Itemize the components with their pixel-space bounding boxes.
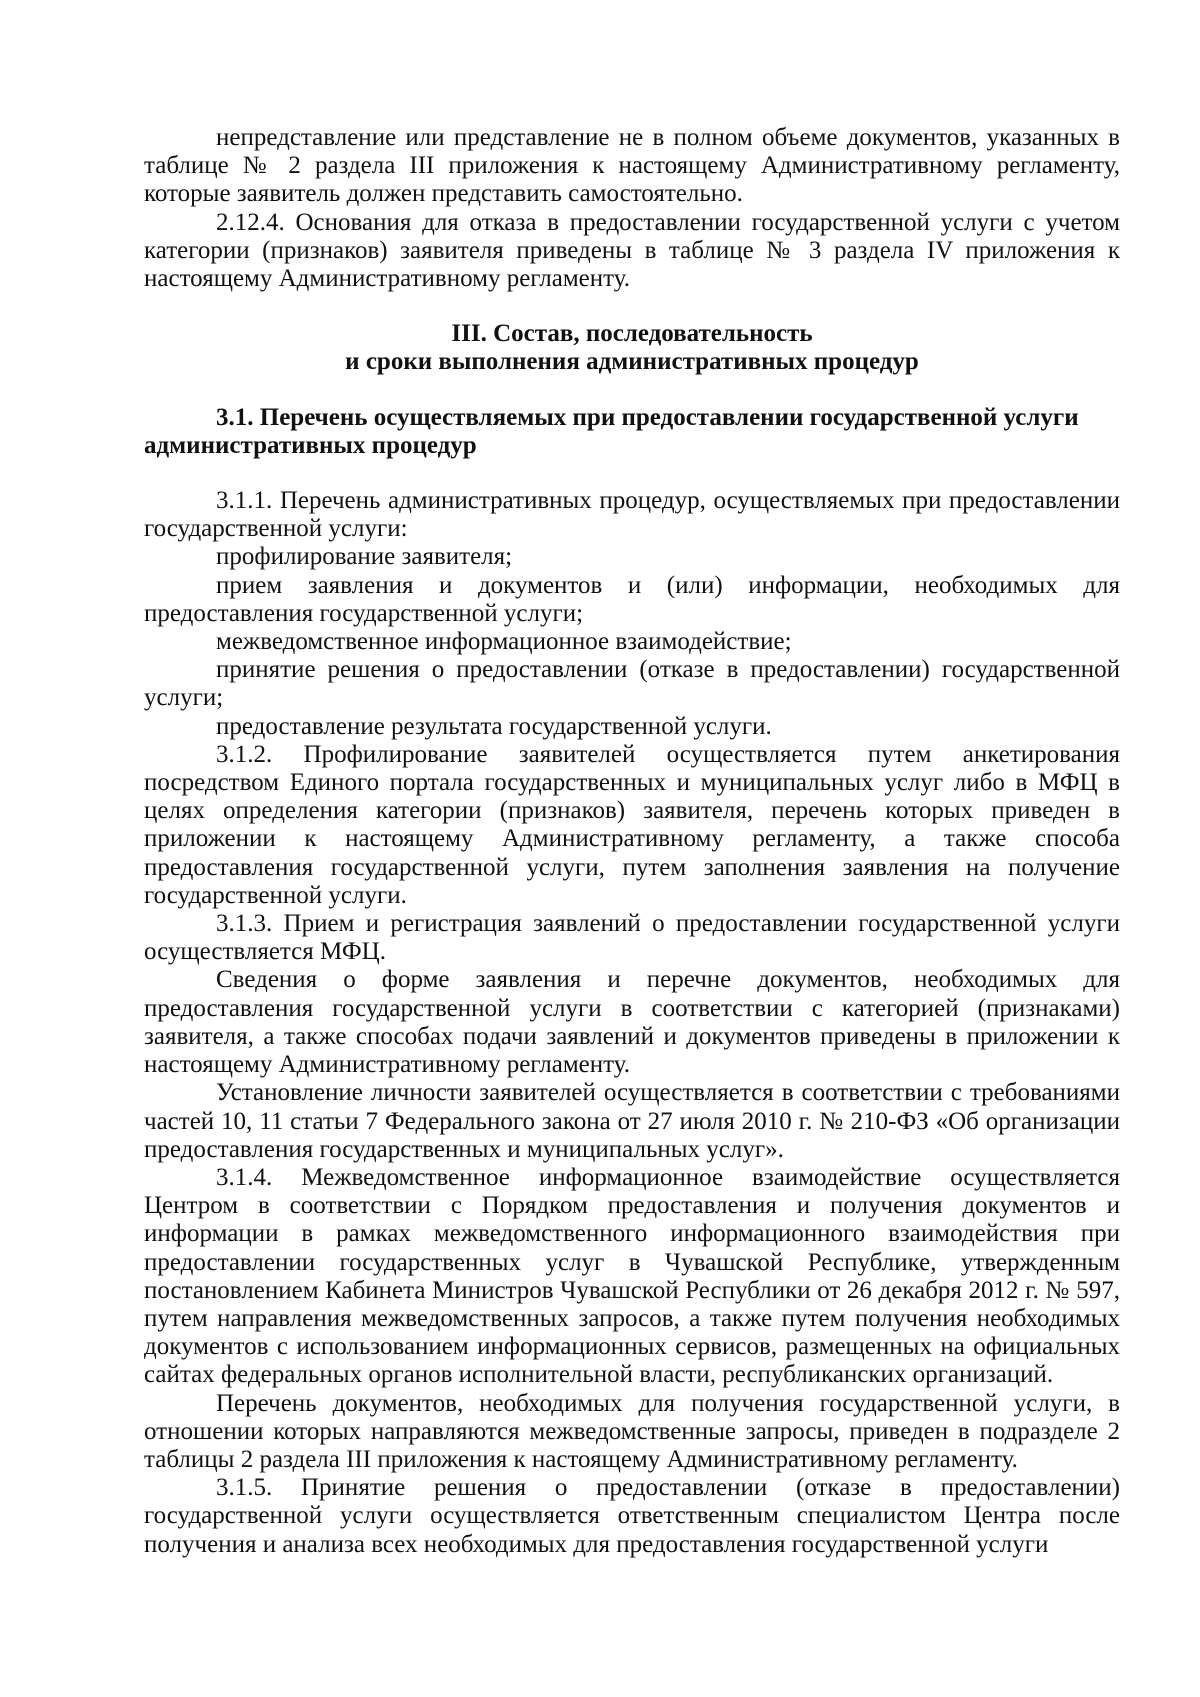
section-heading-line2: и сроки выполнения административных процедур [345, 348, 919, 376]
paragraph: 3.1.5. Принятие решения о предоставлении (отказе в предоставлении) государственной услуги осуществляется ответственным специалистом Центра после получения и анализа всех необходимых для предоставления государственной услуги [144, 1474, 1120, 1558]
paragraph: Установление личности заявителей осуществляется в соответствии с требованиями частей 10, 11 статьи 7 Федерального закона от 27 июля 2010 г. № 210-ФЗ «Об организации предоставления государственных и муниципальных услуг». [144, 1079, 1120, 1163]
section-heading-line1: III. Состав, последовательность [451, 320, 813, 348]
document-body [144, 124, 1120, 1559]
list-item: принятие решения о предоставлении (отказе в предоставлении) государственной услуги; [144, 656, 1120, 712]
paragraph: Перечень документов, необходимых для получения государственной услуги, в отношении которых направляются межведомственные запросы, приведен в подразделе 2 таблицы 2 раздела III приложения к настоящему Административному регламенту. [144, 1389, 1120, 1473]
spacer [144, 377, 1120, 404]
list-item: предоставление результата государственной услуги. [216, 712, 772, 740]
spacer [144, 460, 1120, 487]
paragraph: 3.1.4. Межведомственное информационное взаимодействие осуществляется Центром в соответствии с Порядком предоставления и получения документов и информации в рамках межведомственного информационного взаимодействия при предоставлении государственных услуг в Чувашской Республике, утвержденным постановлением Кабинета Министров Чувашской Республики от 26 декабря 2012 г. № 597, путем направления межведомственных запросов, а также путем получения необходимых документов с использованием информационных сервисов, размещенных на официальных сайтах федеральных органов исполнительной власти, республиканских организаций. [144, 1163, 1120, 1389]
paragraph: непредставление или представление не в полном объеме документов, указанных в таблице № 2 раздела III приложения к настоящему Административному регламенту, которые заявитель должен представить самостоятельно. [144, 124, 1120, 208]
paragraph: 3.1.3. Прием и регистрация заявлений о предоставлении государственной услуги осуществляется МФЦ. [144, 910, 1120, 966]
paragraph: Сведения о форме заявления и перечне документов, необходимых для предоставления государственной услуги в соответствии с категорией (признаками) заявителя, а также способах подачи заявлений и документов приведены в приложении к настоящему Административному регламенту. [144, 966, 1120, 1079]
spacer [144, 293, 1120, 320]
paragraph: 3.1.2. Профилирование заявителей осуществляется путем анкетирования посредством Единого портала государственных и муниципальных услуг либо в МФЦ в целях определения категории (признаков) заявителя, перечень которых приведен в приложении к настоящему Административному регламенту, а также способа предоставления государственной услуги, путем заполнения заявления на получение государственной услуги. [144, 740, 1120, 909]
list-item: профилирование заявителя; [216, 543, 513, 571]
paragraph: 3.1.1. Перечень административных процедур, осуществляемых при предоставлении государственной услуги: [144, 487, 1120, 543]
subsection-heading: 3.1. Перечень осуществляемых при предоставлении государственной услуги административных процедур [144, 403, 1079, 459]
paragraph: 2.12.4. Основания для отказа в предоставлении государственной услуги с учетом категории (признаков) заявителя приведены в таблице № 3 раздела IV приложения к настоящему Административному регламенту. [144, 208, 1120, 293]
list-item: прием заявления и документов и (или) информации, необходимых для предоставления государственной услуги; [144, 571, 1120, 627]
list-item: межведомственное информационное взаимодействие; [216, 628, 792, 656]
